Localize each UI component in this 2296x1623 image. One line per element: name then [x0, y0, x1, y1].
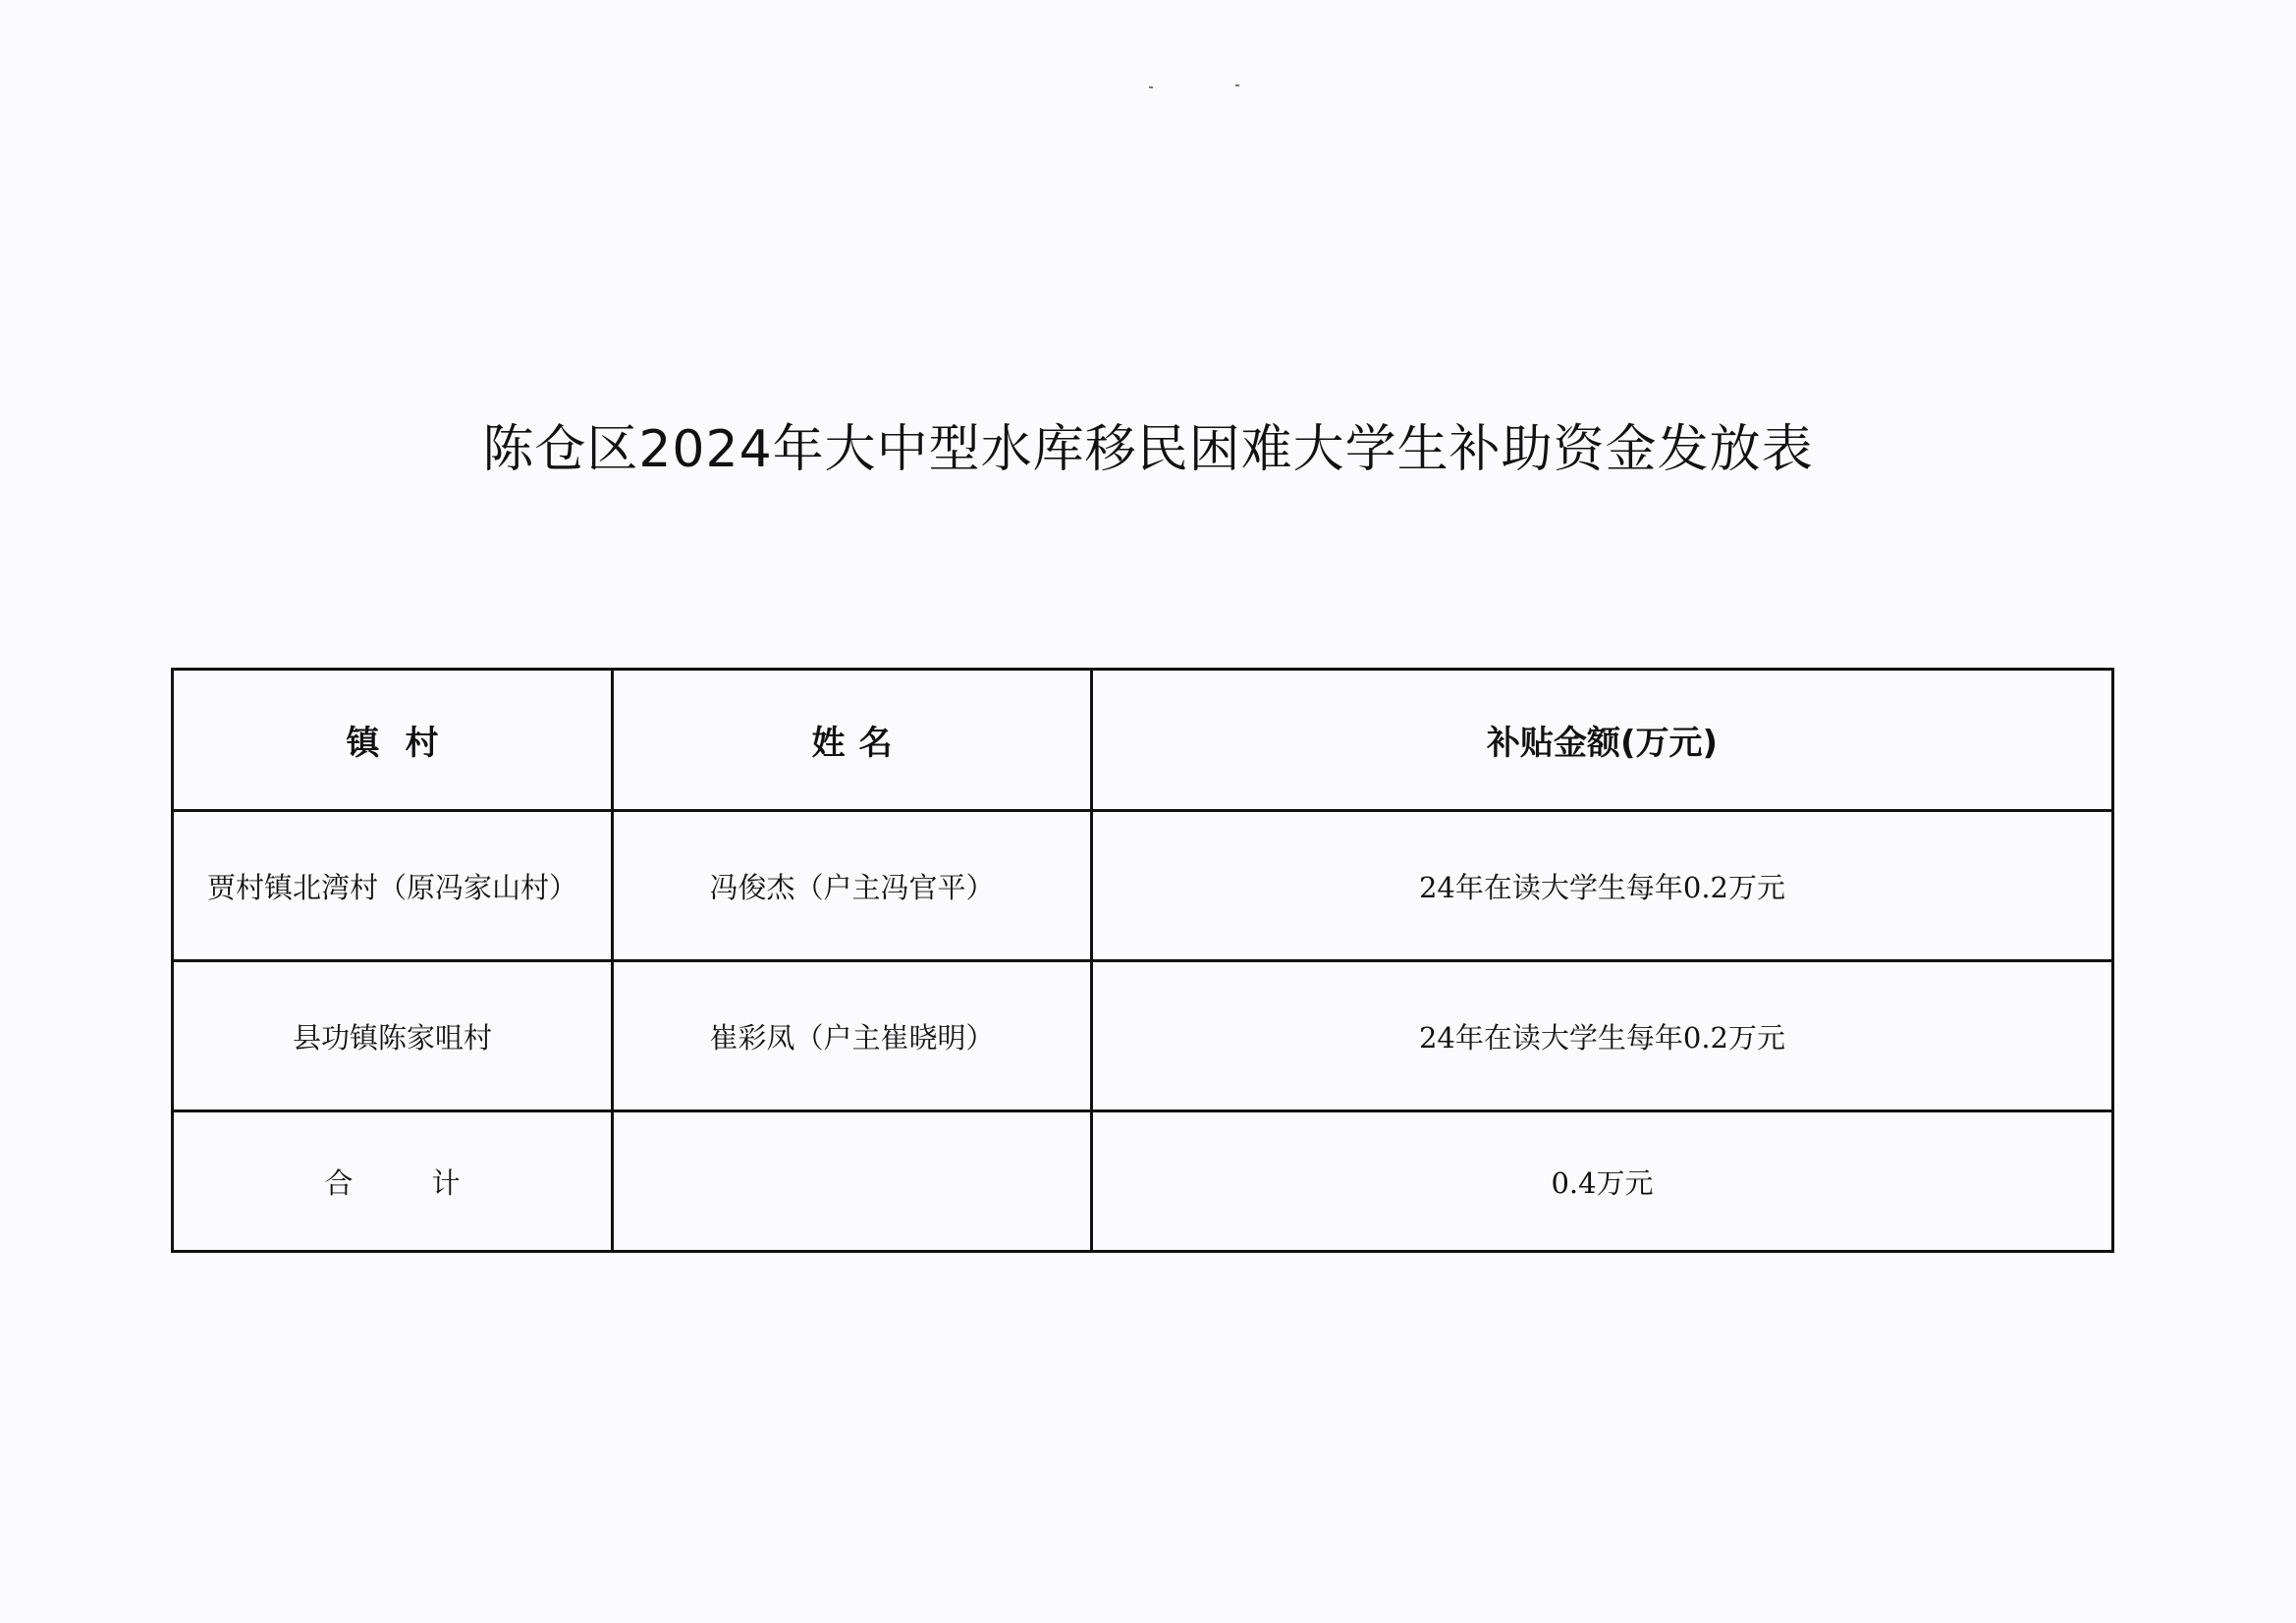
page-title: 陈仓区2024年大中型水库移民困难大学生补助资金发放表	[482, 420, 1814, 479]
scan-speck	[1235, 84, 1239, 86]
table-total-row	[173, 1111, 2113, 1252]
header-name-label: 姓名	[811, 724, 906, 763]
cell-town-village	[173, 811, 613, 961]
table-row	[173, 961, 2113, 1111]
cell-name	[613, 961, 1092, 1111]
cell-amount-text: 24年在读大学生每年0.2万元	[1418, 1020, 1786, 1055]
subsidy-table	[171, 668, 2114, 1253]
cell-name	[613, 811, 1092, 961]
total-amount-text: 0.4万元	[1551, 1165, 1654, 1200]
cell-total-amount	[1092, 1111, 2113, 1252]
cell-amount-text: 24年在读大学生每年0.2万元	[1418, 870, 1786, 904]
header-amount	[1092, 670, 2113, 811]
header-amount-label: 补贴金额(万元)	[1486, 724, 1719, 763]
cell-town-village-text: 贾村镇北湾村（原冯家山村）	[206, 870, 577, 904]
cell-name-text: 冯俊杰（户主冯官平）	[709, 870, 995, 904]
header-name	[613, 670, 1092, 811]
cell-total-label	[173, 1111, 613, 1252]
total-label-text: 合计	[324, 1165, 539, 1200]
header-town-village-label: 镇村	[346, 724, 465, 763]
cell-town-village	[173, 961, 613, 1111]
cell-amount	[1092, 961, 2113, 1111]
table-header-row	[173, 670, 2113, 811]
header-town-village	[173, 670, 613, 811]
cell-total-name	[613, 1111, 1092, 1252]
table-row	[173, 811, 2113, 961]
cell-name-text: 崔彩凤（户主崔晓明）	[709, 1020, 995, 1055]
cell-town-village-text: 县功镇陈家咀村	[292, 1020, 492, 1055]
scan-speck	[1149, 86, 1153, 88]
cell-amount	[1092, 811, 2113, 961]
